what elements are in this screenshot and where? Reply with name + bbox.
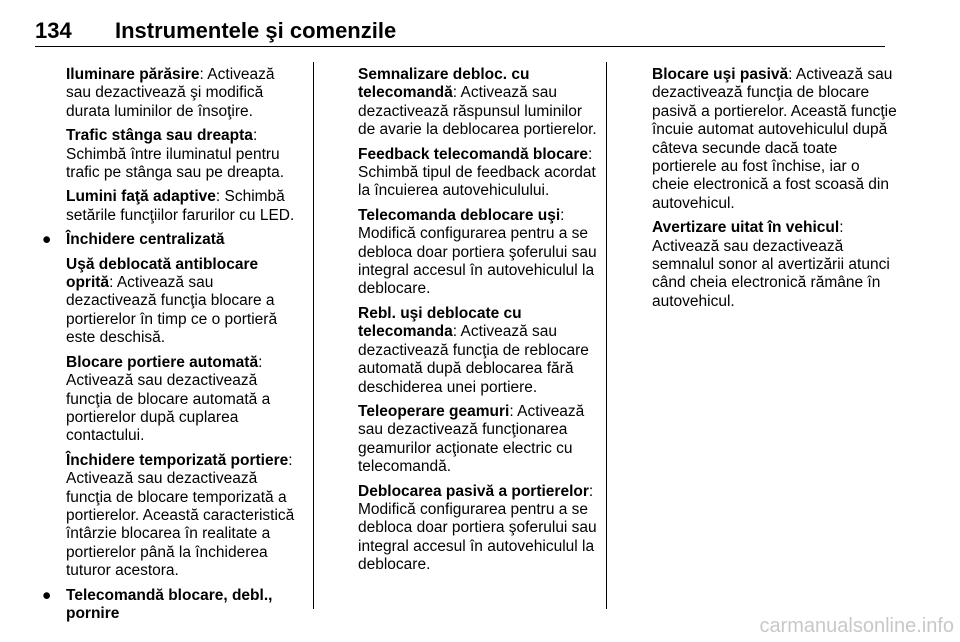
entry-lumini-fata-adaptive — [38, 188, 300, 225]
bullet-icon: ● — [42, 586, 52, 604]
entry-term: Rebl. uşi deblocate cu telecomanda — [358, 304, 522, 341]
entry-term: Telecomanda deblocare uşi — [358, 206, 561, 224]
entry-text: : Schimbă între iluminatul pentru trafic pe stânga sau pe dreapta. — [66, 127, 285, 182]
entry-text: : Activează sau dezactivează şi modifică durata luminilor de însoţire. — [66, 66, 275, 120]
column-2 — [358, 66, 603, 581]
entry-text: : Activează sau dezactivează funcţia de blocare automată a portierelor după cuplarea contactului. — [66, 353, 271, 445]
entry-term: Feedback telecomandă blocare — [358, 145, 589, 163]
entry-trafic-stanga-dreapta — [38, 127, 300, 182]
entry-term: Trafic stânga sau dreapta — [66, 127, 253, 145]
entry-blocare-portiere-automata — [38, 354, 300, 446]
watermark-text: carmanualsonline.info — [759, 615, 954, 637]
entry-rebl-usi-deblocate — [358, 305, 603, 397]
entry-semnalizare-debloc — [358, 66, 603, 140]
entry-term: Avertizare uitat în vehicul — [652, 219, 840, 237]
entry-text: : Activează sau dezactivează funcţia de blocare pasivă a portierelor. Această funcţie încuie automat autovehiculul după câteva secunde dacă toate portierele au fost închise, iar o cheie electronică a fost scoasă din autovehicul. — [652, 66, 897, 212]
column-1 — [38, 66, 300, 629]
bullet-telecomanda-blocare — [38, 587, 300, 624]
entry-term: Lumini faţă adaptive — [66, 188, 216, 206]
bullet-label: Telecomandă blocare, debl., pornire — [66, 586, 273, 622]
page-title: Instrumentele şi comenzile — [115, 18, 397, 43]
bullet-inchidere-centralizata — [38, 231, 300, 249]
header-divider — [35, 46, 885, 47]
entry-term: Iluminare părăsire — [66, 66, 200, 83]
column-divider-1 — [313, 62, 314, 609]
page-header — [35, 10, 885, 48]
entry-text: : Activează sau dezactivează funcţia de reblocare automată după deblocarea fără deschiderea unei portiere. — [358, 323, 589, 396]
entry-text: : Modifică configurarea pentru a se debloca doar portiera şoferului sau integral accesul în autovehiculul la deblocare. — [358, 206, 597, 298]
entry-telecomanda-deblocare-usi — [358, 207, 603, 299]
entry-text: : Activează sau dezactivează semnalul sonor al avertizării atunci când cheia electronică rămâne în autovehicul. — [652, 219, 890, 310]
entry-term: Semnalizare debloc. cu telecomandă — [358, 66, 530, 102]
entry-term: Blocare portiere automată — [66, 353, 259, 371]
entry-term: Închidere temporizată portiere — [66, 451, 289, 469]
entry-text: : Modifică configurarea pentru a se debloca doar portiera şoferului sau integral accesul în autovehiculul la deblocare. — [358, 482, 597, 574]
bullet-label: Închidere centralizată — [66, 231, 225, 249]
page-number: 134 — [35, 18, 72, 43]
entry-term: Uşă deblocată antiblocare oprită — [66, 255, 259, 292]
entry-text: : Activează sau dezactivează funcţia de blocare temporizată a portierelor. Această caracteristică întârzie blocarea în realitate a portierelor până la închiderea tuturor acestora. — [66, 451, 295, 580]
bullet-icon: ● — [42, 231, 52, 249]
entry-term: Blocare uşi pasivă — [652, 66, 789, 83]
entry-deblocarea-pasiva — [358, 483, 603, 575]
entry-usa-deblocata-antiblocare — [38, 256, 300, 348]
entry-text: : Activează sau dezactivează funcţionarea geamurilor acţionate electric cu telecomandă. — [358, 402, 585, 476]
column-divider-2 — [606, 62, 607, 609]
entry-text: : Schimbă setările funcţiilor farurilor cu LED. — [66, 188, 295, 224]
entry-text: : Activează sau dezactivează răspunsul luminilor de avarie la deblocarea portierelor. — [358, 84, 597, 139]
entry-text: : Schimbă tipul de feedback acordat la încuierea autovehiculului. — [358, 145, 596, 200]
entry-blocare-usi-pasiva — [652, 66, 897, 213]
entry-teleoperare-geamuri — [358, 403, 603, 477]
entry-term: Teleoperare geamuri — [358, 402, 510, 420]
entry-text: : Activează sau dezactivează funcţia blocare a portierelor în timp ce o portieră este deschisă. — [66, 274, 278, 347]
entry-inchidere-temporizata — [38, 452, 300, 581]
entry-feedback-telecomanda — [358, 146, 603, 201]
entry-avertizare-uitat — [652, 219, 897, 311]
entry-iluminare-parasire — [38, 66, 300, 121]
entry-term: Deblocarea pasivă a portierelor — [358, 482, 589, 500]
column-3 — [652, 66, 897, 317]
